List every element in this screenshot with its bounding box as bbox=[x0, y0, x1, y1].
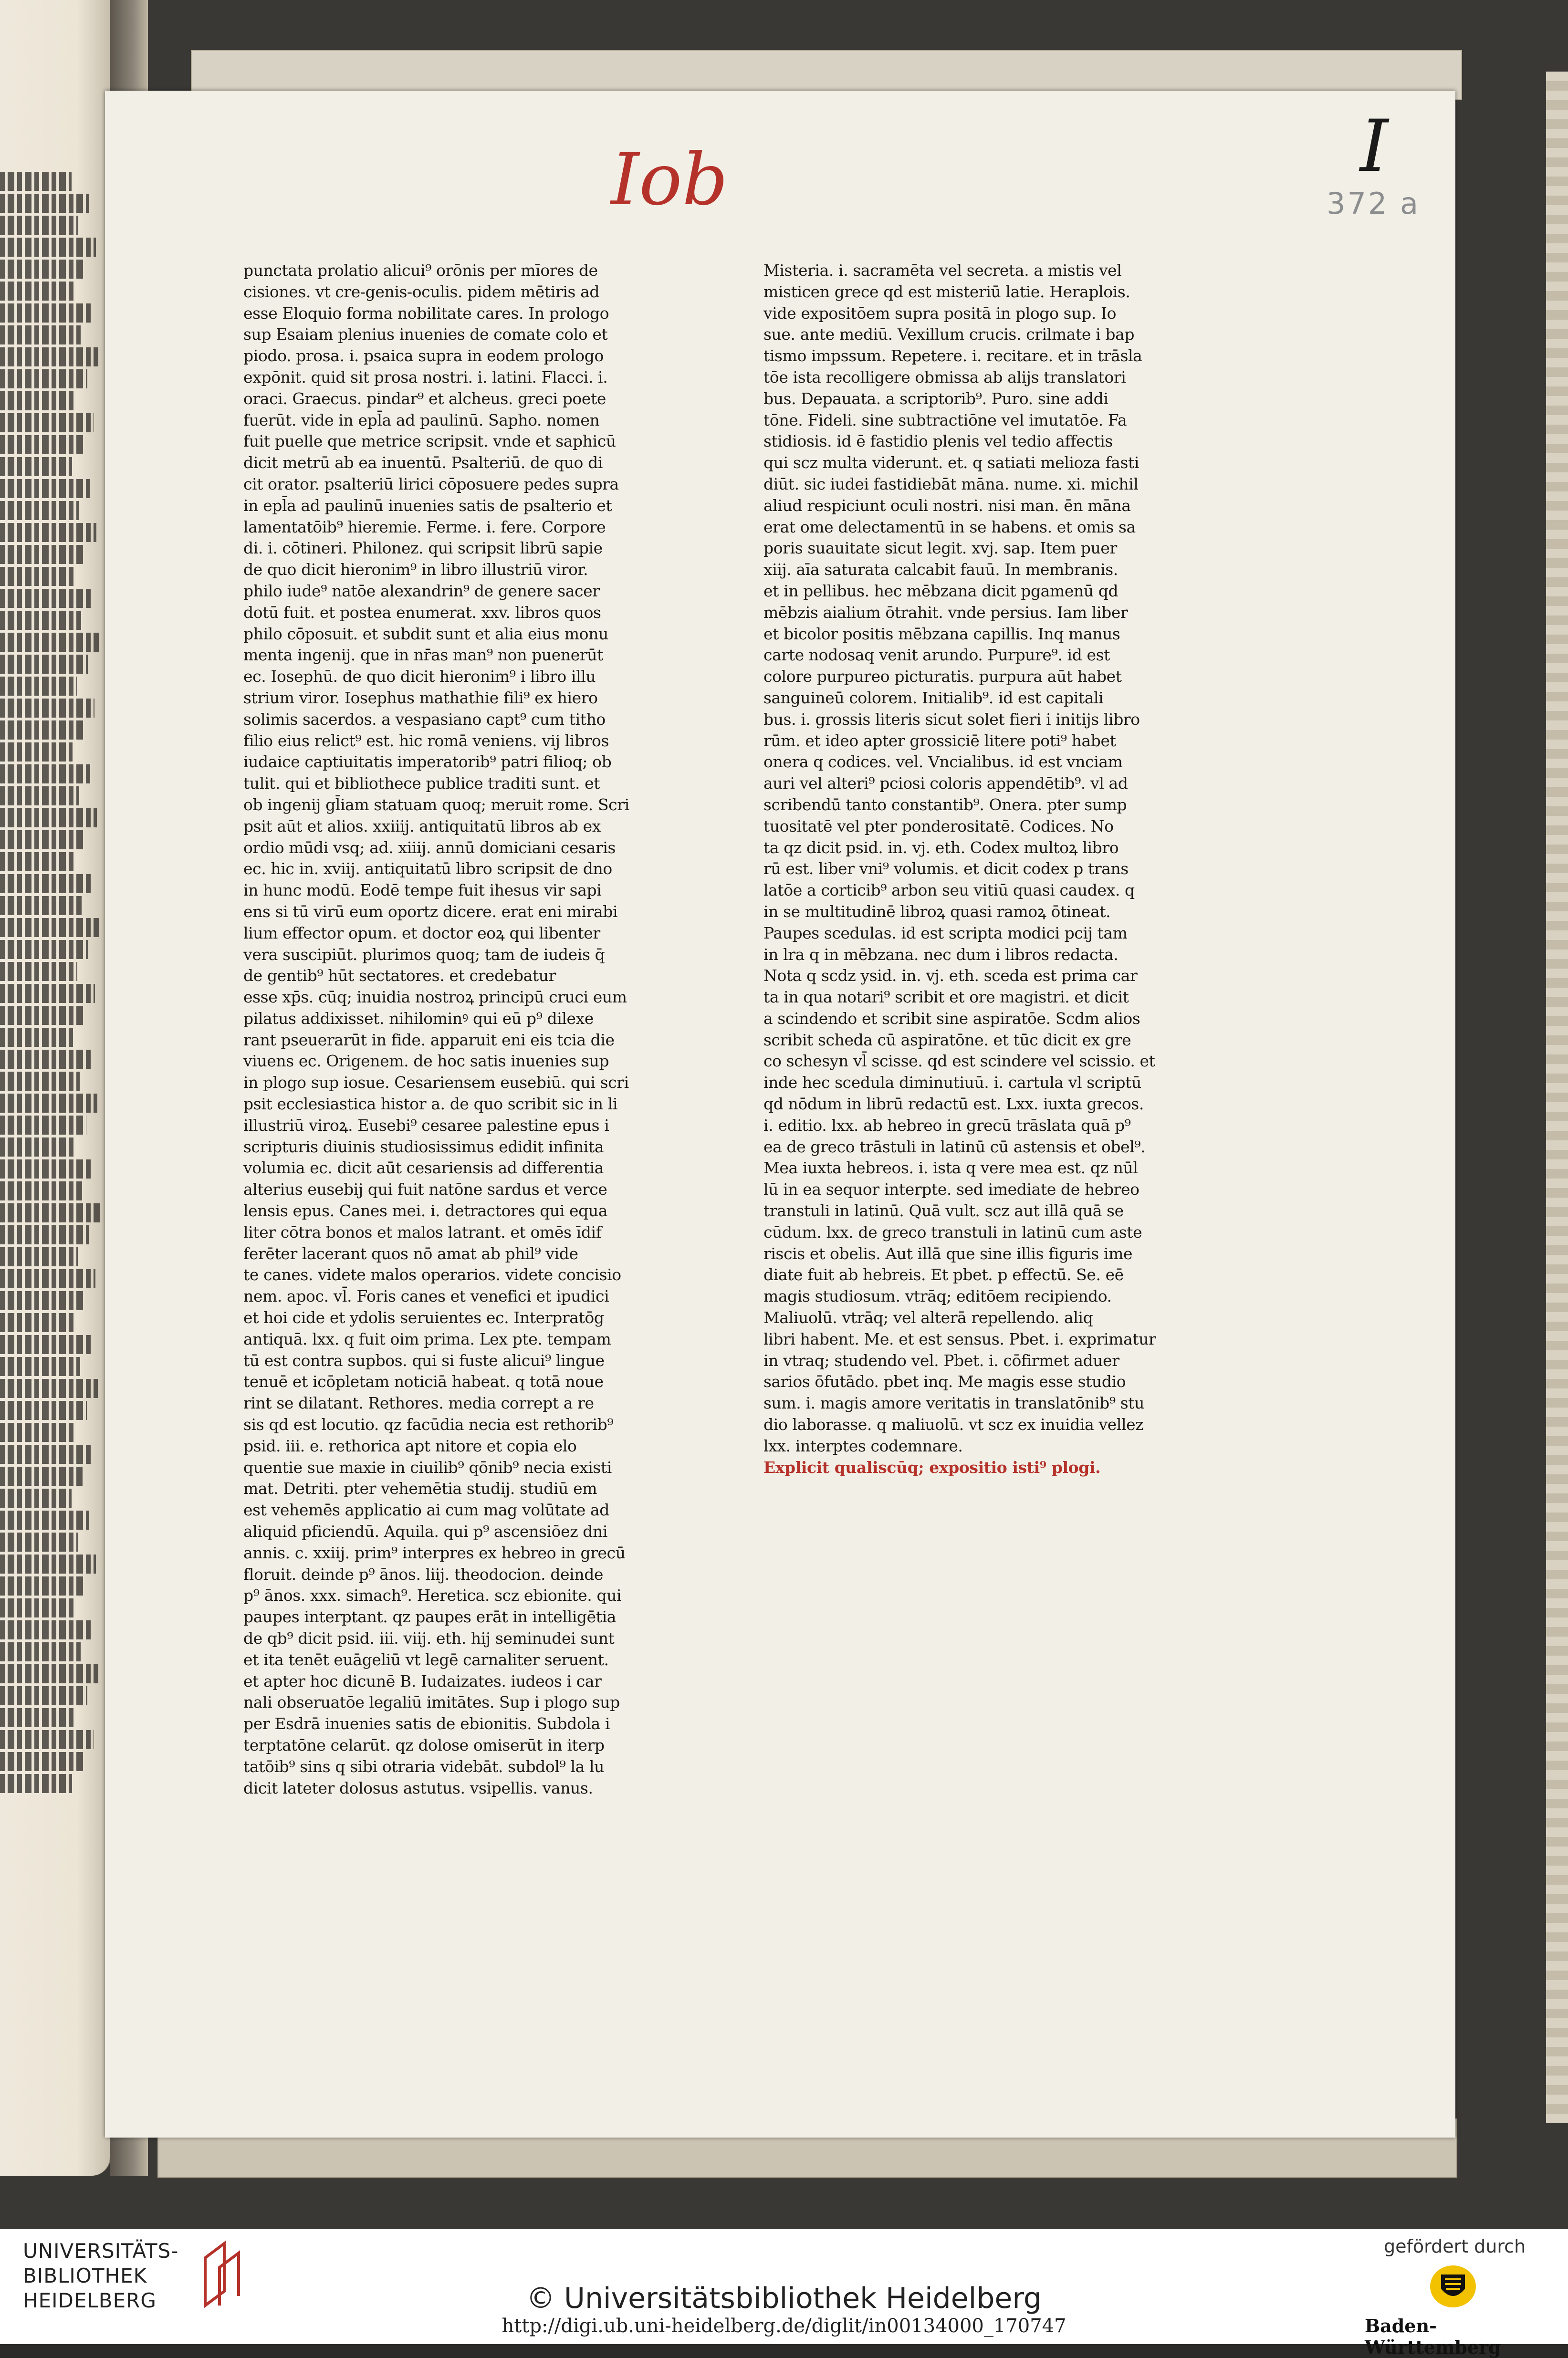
text-column-left-line: oraci. Graecus. pindar⁹ et alcheus. greci poete bbox=[243, 389, 606, 408]
funder-name: Baden-Württemberg bbox=[1365, 2315, 1501, 2358]
text-column-right-line: cūdum. lxx. de greco transtuli in latinū cum aste bbox=[763, 1222, 1142, 1242]
text-column-right-line: sarios ōfutādo. pbet inq. Me magis esse studio bbox=[763, 1372, 1126, 1391]
text-column-right-line: carte nodosaq venit arundo. Purpure⁹. id est bbox=[763, 646, 1110, 665]
text-column-right-line: auri vel alteri⁹ pciosi coloris appendētib⁹. vl ad bbox=[763, 774, 1128, 793]
text-column-right-line: colore purpureo picturatis. purpura aūt habet bbox=[763, 667, 1122, 686]
facing-page-line bbox=[0, 1379, 98, 1398]
text-column-left-line: rant pseuerarūt in fide. apparuit eni eis tcia die bbox=[243, 1030, 615, 1049]
text-column-right-line: ea de greco trāstuli in latinū cū astensis et obel⁹. bbox=[763, 1137, 1146, 1156]
text-column-left-line: iudaice captiuitatis imperatorib⁹ patri filioq; ob bbox=[243, 752, 612, 772]
text-column-left-line: esse xp̄s. cūq; inuidia nostroꝝ principū cruci eum bbox=[243, 988, 627, 1007]
text-column-left-line: et apter hoc dicunē B. Iudaizates. iudeos i car bbox=[243, 1671, 602, 1690]
text-column-left-line: solimis sacerdos. a vespasiano capt⁹ cum titho bbox=[243, 709, 606, 729]
facing-page-line bbox=[0, 720, 84, 740]
text-column-left-line: dicit metrū ab ea inuentū. Psalteriū. de quo di bbox=[243, 453, 603, 472]
facing-page-line bbox=[0, 699, 94, 718]
text-column-left-line: esse Eloquio forma nobilitate cares. In prologo bbox=[243, 303, 609, 323]
permalink-url[interactable]: http://digi.ub.uni-heidelberg.de/diglit/in00134000_170747 bbox=[502, 2315, 1066, 2337]
facing-page-line bbox=[0, 1774, 72, 1793]
text-column-right-line: inde hec scedula diminutiuū. i. cartula vl scriptū bbox=[763, 1073, 1141, 1092]
text-column-right-line: xiij. aīa saturata calcabit fauū. In membranis. bbox=[763, 560, 1118, 579]
text-column-left-line: nali obseruatōe legaliū imitātes. Sup i plogo sup bbox=[243, 1693, 620, 1712]
text-column-left-line: sis qd est locutio. qz facūdia necia est rethorib⁹ bbox=[243, 1415, 614, 1434]
text-column-left-line: in epl̄a ad paulinū inuenies satis de psalterio et bbox=[243, 496, 612, 515]
facing-page-line bbox=[0, 1511, 89, 1530]
facing-page-line bbox=[0, 325, 81, 344]
text-column-right-line: scribendū tanto constantib⁹. Onera. pter sump bbox=[763, 795, 1127, 814]
text-column-left-line: lensis epus. Canes mei. i. detractores qui equa bbox=[243, 1201, 608, 1221]
facing-page-text-block bbox=[0, 172, 103, 1804]
facing-page-line bbox=[0, 1247, 78, 1266]
text-column-right-line: scribit scheda cū aspiratōne. et tūc dicit ex gre bbox=[763, 1030, 1131, 1049]
text-column-left-line: tatōib⁹ sins q sibi otraria videbāt. subdol⁹ la lu bbox=[243, 1757, 604, 1776]
text-column-right-line: a scindendo et scribit sine aspiratōe. Scdm alios bbox=[763, 1009, 1140, 1028]
text-column-right-line: tuositatē vel pter ponderositatē. Codices. No bbox=[763, 816, 1114, 835]
folio-mark: I bbox=[1360, 105, 1389, 188]
cover-board-right bbox=[1546, 72, 1568, 2123]
text-column-right-line: mēbzis aialium ōtrahit. vnde persius. Iam liber bbox=[763, 603, 1128, 622]
text-column-left-line: punctata prolatio alicui⁹ orōnis per mīores de bbox=[243, 261, 598, 280]
facing-page-line bbox=[0, 742, 73, 762]
facing-page-line bbox=[0, 413, 94, 432]
facing-page-line bbox=[0, 216, 78, 235]
text-column-left-line: tū est contra supbos. qui si fuste alicui⁹ lingue bbox=[243, 1351, 605, 1370]
facing-page-line bbox=[0, 918, 99, 937]
facing-page-line bbox=[0, 1598, 74, 1617]
facing-page-line bbox=[0, 874, 93, 893]
manuscript-page bbox=[105, 91, 1455, 2138]
running-head: Iob bbox=[611, 138, 728, 221]
text-column-right-line: diūt. sic iudei fastidiebāt māna. nume. xi. michil bbox=[763, 474, 1139, 493]
text-column-left-line: rint se dilatant. Rethores. media corrept a re bbox=[243, 1394, 594, 1413]
facing-page-line bbox=[0, 1423, 76, 1442]
library-name-line-2: BIBLIOTHEK bbox=[23, 2264, 147, 2287]
text-column-left-line: cisiones. vt cre-genis-oculis. pidem mētiris ad bbox=[243, 282, 600, 301]
text-column-right-line: bus. Depauata. a scriptorib⁹. Puro. sine addi bbox=[763, 389, 1108, 408]
facing-page-line bbox=[0, 567, 74, 586]
text-column-left-line: lamentatōib⁹ hieremie. Ferme. i. fere. Corpore bbox=[243, 517, 606, 536]
text-column-left-line: quentie sue maxie in ciuilib⁹ qōnib⁹ necia existi bbox=[243, 1458, 612, 1477]
text-column-left-line: et ita tenēt euāgeliū vt legē carnaliter seruent. bbox=[243, 1650, 609, 1669]
facing-page-line bbox=[0, 545, 85, 564]
text-column-left-line: fuit puelle que metrice scripsit. vnde et saphicū bbox=[243, 432, 616, 451]
facing-page-line bbox=[0, 1335, 91, 1354]
facing-page-line bbox=[0, 238, 96, 257]
facing-page-line bbox=[0, 1269, 95, 1288]
text-column-right-line: vide expositōem supra positā in plogo sup. Io bbox=[763, 303, 1117, 323]
text-column-left-line: lium effector opum. et doctor eoꝝ qui libenter bbox=[243, 923, 600, 942]
text-column-right-line: magis studiosum. vtrāq; editōem recipiendo. bbox=[763, 1287, 1112, 1306]
text-column-right-line: qui scz multa viderunt. et. q satiati melioza fasti bbox=[763, 453, 1139, 472]
facing-page-line bbox=[0, 1116, 86, 1135]
text-column-right-line: rū est. liber vni⁹ volumis. et dicit codex p trans bbox=[763, 859, 1129, 878]
facing-page-line bbox=[0, 1576, 85, 1596]
facing-page-line bbox=[0, 1752, 83, 1771]
text-column-right-line: diate fuit ab hebreis. Et pbet. p effectū. Se. eē bbox=[763, 1265, 1124, 1284]
facing-page-line bbox=[0, 1028, 73, 1047]
text-column-right-line: dio laborasse. q maliuolū. vt scz ex inuidia vellez bbox=[763, 1415, 1144, 1434]
text-column-left-line: paupes interptant. qz paupes erāt in intelligētia bbox=[243, 1607, 617, 1627]
text-column-left-line: pilatus addixisset. nihilominꝰ qui eū p⁹ dilexe bbox=[243, 1009, 594, 1028]
text-column-right-line: sanguineū colorem. Initialib⁹. id est capitali bbox=[763, 688, 1104, 707]
text-column-right-line: in vtraq; studendo vel. Pbet. i. cōfirmet aduer bbox=[763, 1351, 1119, 1370]
text-column-right-line: et bicolor positis mēbzana capillis. Inq manus bbox=[763, 624, 1120, 643]
text-column-left-line: annis. c. xxiij. prim⁹ interpres ex hebreo in grecū bbox=[243, 1543, 626, 1562]
text-column-left-line: philo cōposuit. et subdit sunt et alia eius monu bbox=[243, 624, 608, 643]
facing-page-line bbox=[0, 194, 89, 213]
text-column-right-line: qd nōdum in librū redactū est. Lxx. iuxta grecos. bbox=[763, 1095, 1144, 1114]
text-column-left-line: liter cōtra bonos et malos latrant. et omēs īdif bbox=[243, 1222, 602, 1242]
facing-page-left bbox=[0, 0, 111, 2176]
text-column-left-line: psid. iii. e. rethorica apt nitore et copia elo bbox=[243, 1436, 577, 1455]
text-column-left-line: de qb⁹ dicit psid. iii. viij. eth. hij seminudei sunt bbox=[243, 1629, 615, 1648]
facing-page-line bbox=[0, 369, 87, 388]
text-column-left-line: nem. apoc. vl̄. Foris canes et venefici et ipudici bbox=[243, 1287, 609, 1306]
text-column-left-line: in hunc modū. Eodē tempe fuit ihesus vir sapi bbox=[243, 881, 602, 900]
text-column-left-line: illustriū viroꝝ. Eusebi⁹ cesaree palestine epus i bbox=[243, 1116, 609, 1135]
text-column-left-line: alterius eusebij qui fuit natōne sardus et verce bbox=[243, 1180, 607, 1199]
text-column-right bbox=[763, 260, 1317, 1478]
text-column-right-line: tōne. Fideli. sine subtractiōne vel imutatōe. Fa bbox=[763, 410, 1127, 429]
facing-page-line bbox=[0, 479, 90, 498]
facing-page-line bbox=[0, 677, 77, 696]
text-column-right-line: Maliuolū. vtrāq; vel alterā repellendo. aliq bbox=[763, 1308, 1093, 1327]
text-column-right-line: bus. i. grossis literis sicut solet fieri i initijs libro bbox=[763, 709, 1140, 729]
facing-page-line bbox=[0, 1006, 84, 1025]
text-column-left-line: p⁹ ānos. xxx. simach⁹. Heretica. scz ebionite. qui bbox=[243, 1586, 622, 1605]
text-column-left-line: terptatōne celarūt. qz dolose omiserūt in iterp bbox=[243, 1735, 605, 1754]
text-column-left-line: dotū fuit. et postea enumerat. xxv. libros quos bbox=[243, 603, 601, 622]
text-column-left-line: ens si tū virū eum oportz dicere. erat eni mirabi bbox=[243, 902, 618, 921]
shelf-number: 372 a bbox=[1327, 186, 1421, 221]
text-column-left-line: per Esdrā inuenies satis de ebionitis. Subdola i bbox=[243, 1714, 610, 1733]
facing-page-line bbox=[0, 1050, 91, 1069]
text-column-left bbox=[243, 260, 697, 1799]
text-column-right-line: in lra q in mēbzana. nec dum i libros redacta. bbox=[763, 945, 1119, 964]
library-name-line-3: HEIDELBERG bbox=[23, 2289, 157, 2312]
text-column-right-line: in se multitudinē libroꝝ quasi ramoꝝ ōtineat. bbox=[763, 902, 1111, 921]
text-column-right-line: latōe a corticib⁹ arbon seu vitiū quasi caudex. q bbox=[763, 881, 1135, 900]
text-column-left-line: philo iude⁹ natōe alexandrin⁹ de genere sacer bbox=[243, 581, 600, 600]
text-column-right-line: sue. ante mediū. Vexillum crucis. crilmate i bap bbox=[763, 325, 1135, 344]
facing-page-line bbox=[0, 1094, 97, 1113]
text-column-right-line: ta qz dicit psid. in. vj. eth. Codex multoꝝ libro bbox=[763, 838, 1119, 857]
text-column-right-line: riscis et obelis. Aut illā que sine illis figuris ime bbox=[763, 1244, 1133, 1263]
text-column-right-line: ta in qua notari⁹ scribit et ore magistri. et dicit bbox=[763, 988, 1129, 1007]
facing-page-line bbox=[0, 589, 92, 608]
text-column-left-line: psit aūt et alios. xxiiij. antiquitatū libros ab ex bbox=[243, 816, 601, 835]
text-column-right-line: Explicit qualiscūq; expositio isti⁹ plogi. bbox=[763, 1458, 1101, 1477]
text-column-right-line: lxx. interptes codemnare. bbox=[763, 1436, 963, 1455]
facing-page-line bbox=[0, 1686, 87, 1705]
text-column-left-line: mat. Detriti. pter vehemētia studij. studiū em bbox=[243, 1479, 597, 1498]
text-column-right-line: et in pellibus. hec mēbzana dicit pgamenū qd bbox=[763, 581, 1119, 600]
facing-page-line bbox=[0, 1401, 87, 1420]
text-column-right-line: Paupes scedulas. id est scripta modici pcij tam bbox=[763, 923, 1128, 942]
text-column-left-line: vera suscipiūt. plurimos quoq; tam de iudeis q̄ bbox=[243, 945, 605, 964]
text-column-left-line: strium viror. Iosephus mathathie fili⁹ ex hiero bbox=[243, 688, 598, 707]
facing-page-line bbox=[0, 1357, 80, 1376]
text-column-right-line: stidiosis. id ē fastidio plenis vel tedio affectis bbox=[763, 432, 1113, 451]
facing-page-line bbox=[0, 896, 82, 915]
facing-page-line bbox=[0, 1664, 98, 1683]
text-column-right-line: i. editio. lxx. ab hebreo in grecū trāslata quā p⁹ bbox=[763, 1116, 1131, 1135]
text-column-left-line: in plogo sup iosue. Cesariensem eusebiū. qui scri bbox=[243, 1073, 629, 1092]
text-column-right-line: misticen grece qd est misteriū latie. Heraplois. bbox=[763, 282, 1130, 301]
facing-page-line bbox=[0, 940, 88, 959]
text-column-left-line: floruit. deinde p⁹ ānos. liij. theodocion. deinde bbox=[243, 1565, 604, 1584]
facing-page-line bbox=[0, 764, 90, 783]
text-column-left-line: te canes. videte malos operarios. videte concisio bbox=[243, 1265, 621, 1284]
facing-page-line bbox=[0, 523, 96, 542]
text-column-left-line: piodo. prosa. i. psaica supra in eodem prologo bbox=[243, 346, 604, 365]
facing-page-line bbox=[0, 282, 74, 301]
text-column-right-line: rūm. et ideo apter grossiciē litere poti⁹ habet bbox=[763, 731, 1116, 750]
text-column-left-line: sup Esaiam plenius inuenies de comate colo et bbox=[243, 325, 608, 344]
text-column-left-line: cit orator. psalteriū lirici cōposuere pedes supra bbox=[243, 474, 619, 493]
text-column-left-line: tulit. qui et bibliothece publice traditi sunt. et bbox=[243, 774, 600, 793]
text-column-left-line: ordio mūdi vsq; ad. xiiij. annū domiciani cesaris bbox=[243, 838, 616, 857]
text-column-left-line: dicit lateter dolosus astutus. vsipellis. vanus. bbox=[243, 1778, 593, 1797]
footer-banner bbox=[0, 2229, 1568, 2358]
text-column-right-line: lū in ea sequor interpte. sed imediate de hebreo bbox=[763, 1180, 1139, 1199]
facing-page-line bbox=[0, 391, 76, 410]
facing-page-line bbox=[0, 303, 92, 323]
facing-page-line bbox=[0, 984, 95, 1003]
coat-of-arms-icon bbox=[1427, 2263, 1479, 2310]
text-column-left-line: filio eius relict⁹ est. hic romā veniens. vij libros bbox=[243, 731, 609, 750]
text-column-left-line: fuerūt. vide in epl̄a ad paulinū. Sapho. nomen bbox=[243, 410, 600, 429]
library-name-line-1: UNIVERSITÄTS- bbox=[23, 2239, 179, 2263]
text-column-right-line: erat ome delectamentū in se habens. et omis sa bbox=[763, 517, 1136, 536]
text-column-right-line: aliud respiciunt oculi nostri. nisi man. ēn māna bbox=[763, 496, 1131, 515]
text-column-left-line: expōnit. quid sit prosa nostri. i. latini. Flacci. i. bbox=[243, 367, 608, 386]
facing-page-line bbox=[0, 347, 98, 366]
facing-page-line bbox=[0, 1313, 73, 1332]
text-column-left-line: volumia ec. dicit aūt cesariensis ad differentia bbox=[243, 1158, 604, 1178]
text-column-left-line: tenuē et icōpletam noticiā habeat. q totā noue bbox=[243, 1372, 604, 1391]
facing-page-line bbox=[0, 1533, 78, 1552]
facing-page-line bbox=[0, 611, 81, 630]
text-column-right-line: onera q codices. vel. Vncialibus. id est vnciam bbox=[763, 752, 1123, 772]
facing-page-line bbox=[0, 1708, 76, 1727]
facing-page-line bbox=[0, 1181, 82, 1200]
text-column-right-line: tōe ista recolligere obmissa ab alijs translatori bbox=[763, 367, 1126, 386]
facing-page-line bbox=[0, 1620, 92, 1639]
facing-page-line bbox=[0, 501, 79, 520]
text-column-left-line: aliquid pficiendū. Aquila. qui p⁹ ascensiōez dni bbox=[243, 1522, 608, 1541]
text-column-left-line: est vehemēs applicatio ai cum mag volūtate ad bbox=[243, 1501, 609, 1520]
facing-page-line bbox=[0, 1642, 81, 1661]
text-column-right-line: tismo impssum. Repetere. i. recitare. et in trāsla bbox=[763, 346, 1142, 365]
text-column-left-line: de gentib⁹ hūt sectatores. et credebatur bbox=[243, 966, 556, 985]
facing-page-line bbox=[0, 1225, 89, 1244]
facing-page-line bbox=[0, 435, 83, 454]
facing-page-line bbox=[0, 1467, 83, 1486]
funder-label: gefördert durch bbox=[1384, 2236, 1526, 2257]
text-column-right-line: sum. i. magis amore veritatis in translatōnib⁹ stu bbox=[763, 1394, 1145, 1413]
facing-page-line bbox=[0, 830, 86, 849]
facing-page-line bbox=[0, 852, 75, 871]
facing-page-line bbox=[0, 172, 72, 191]
text-column-right-line: transtuli in latinū. Quā vult. scz aut illā quā se bbox=[763, 1201, 1124, 1221]
text-column-left-line: de quo dicit hieronim⁹ in libro illustriū viror. bbox=[243, 560, 588, 579]
text-column-left-line: ec. Iosephū. de quo dicit hieronim⁹ i libro illu bbox=[243, 667, 596, 686]
facing-page-line bbox=[0, 1291, 84, 1310]
facing-page-line bbox=[0, 1730, 94, 1749]
facing-page-line bbox=[0, 962, 77, 981]
text-column-right-line: Nota q scdz ysid. in. vj. eth. sceda est prima car bbox=[763, 966, 1138, 985]
text-column-left-line: ferēter lacerant quos nō amat ab phil⁹ vide bbox=[243, 1244, 578, 1263]
text-column-right-line: libri habent. Me. et est sensus. Pbet. i. exprimatur bbox=[763, 1329, 1156, 1348]
text-column-left-line: antiquā. lxx. q fuit oim prima. Lex pte. tempam bbox=[243, 1329, 611, 1348]
facing-page-line bbox=[0, 655, 88, 674]
text-column-left-line: di. i. cōtineri. Philonez. qui scripsit librū sapie bbox=[243, 539, 603, 558]
text-column-left-line: menta ingenij. que in nr̄as man⁹ non puenerūt bbox=[243, 646, 603, 665]
text-column-left-line: ob ingenij gl̄iam statuam quoq; meruit rome. Scri bbox=[243, 795, 629, 814]
facing-page-line bbox=[0, 808, 97, 827]
facing-page-line bbox=[0, 457, 72, 476]
facing-page-line bbox=[0, 1159, 93, 1179]
facing-page-line bbox=[0, 260, 85, 279]
facing-page-line bbox=[0, 1203, 100, 1222]
text-column-left-line: scripturis diuinis studiosissimus edidit infinita bbox=[243, 1137, 604, 1156]
facing-page-line bbox=[0, 1555, 96, 1574]
facing-page-line bbox=[0, 786, 79, 805]
text-column-left-line: et hoi cide et ydolis seruientes ec. Interpratōg bbox=[243, 1308, 604, 1327]
text-column-right-line: Misteria. i. sacramēta vel secreta. a mistis vel bbox=[763, 261, 1122, 280]
copyright-notice: © Universitätsbibliothek Heidelberg bbox=[526, 2282, 1042, 2315]
text-column-right-line: poris suauitate sicut legit. xvj. sap. Item puer bbox=[763, 539, 1117, 558]
text-column-left-line: psit ecclesiastica histor a. de quo scribit sic in li bbox=[243, 1095, 618, 1114]
text-column-left-line: ec. hic in. xviij. antiquitatū libro scripsit de dno bbox=[243, 859, 612, 878]
text-column-right-line: co schesyn vl̄ scisse. qd est scindere vel scissio. et bbox=[763, 1052, 1155, 1071]
facing-page-line bbox=[0, 1072, 80, 1091]
facing-page-line bbox=[0, 1489, 72, 1508]
facing-page-line bbox=[0, 1445, 94, 1464]
text-column-right-line: Mea iuxta hebreos. i. ista q vere mea est. qz nūl bbox=[763, 1158, 1138, 1178]
facing-page-line bbox=[0, 1137, 75, 1157]
facing-page-line bbox=[0, 633, 99, 652]
text-column-left-line: viuens ec. Origenem. de hoc satis inuenies sup bbox=[243, 1052, 609, 1071]
